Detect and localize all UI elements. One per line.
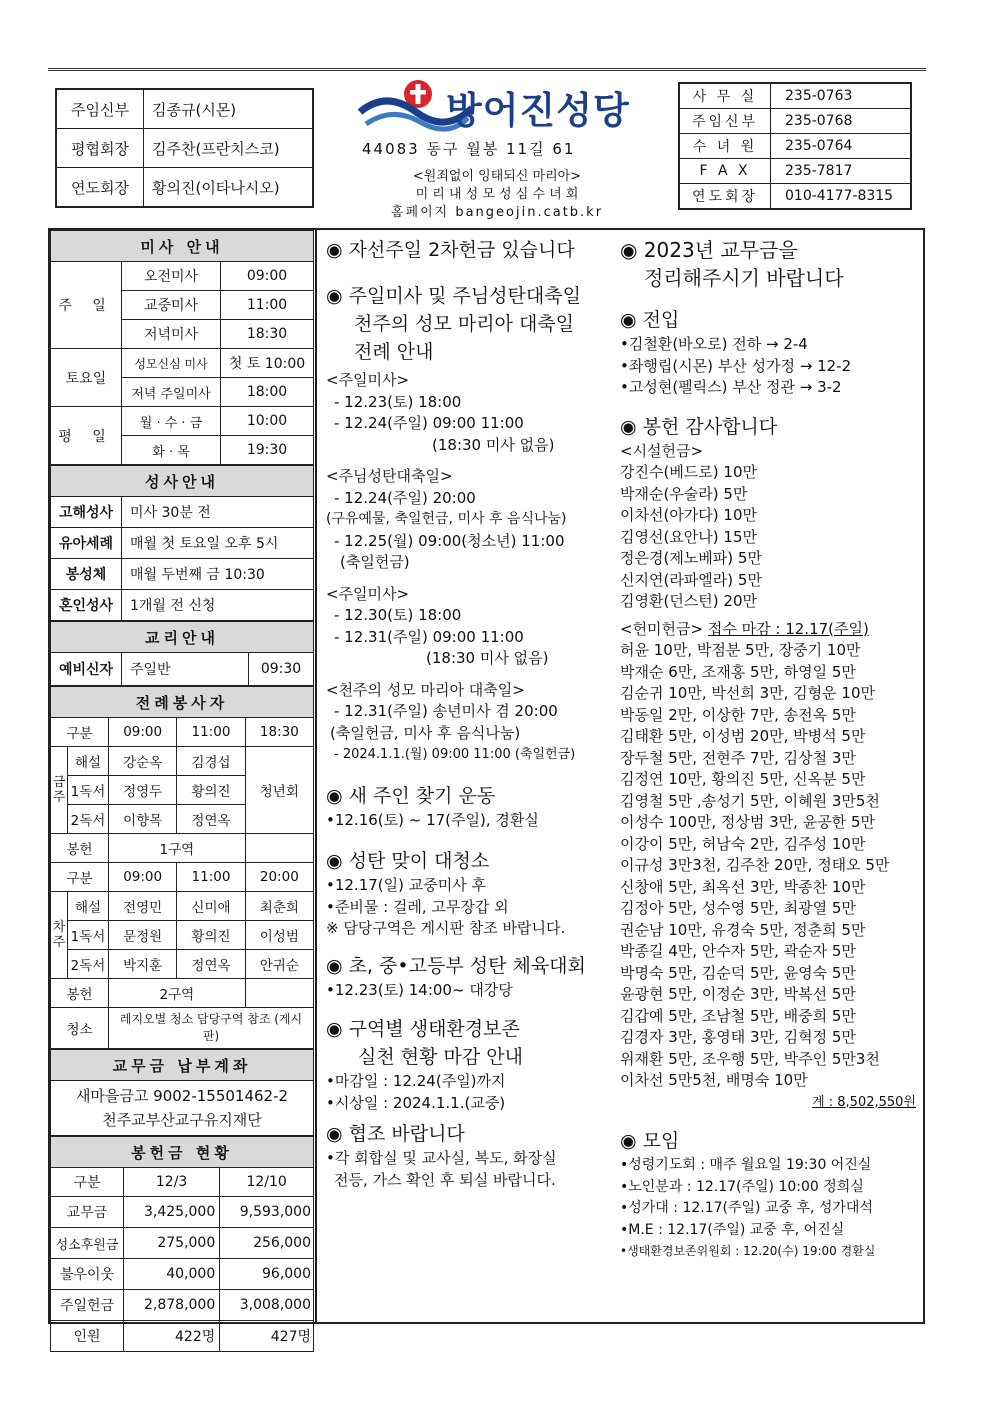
phone-table: [678, 82, 912, 210]
offering-value: 9,593,000: [220, 1197, 314, 1228]
server-name: 청년회: [245, 747, 313, 834]
server-name: 강순옥: [109, 747, 177, 776]
sacrament-name: 고해성사: [51, 497, 122, 528]
phone-number: 235-0768: [771, 109, 912, 134]
mass-name: 성모신심 미사: [122, 349, 221, 378]
section-title: 봉헌금 현황: [51, 1137, 314, 1168]
sacrament-name: 봉성체: [51, 559, 122, 590]
donation-item: 김태환 5만, 이성범 20만, 박병석 5만: [620, 727, 866, 745]
donation-item: 김정아 5만, 성수영 5만, 최광열 5만: [620, 899, 856, 917]
sacrament-info: 매월 두번째 금 10:30: [122, 559, 314, 590]
donation-item: 박재순(우술라) 5만: [620, 484, 748, 503]
section-title: 교리안내: [51, 622, 314, 653]
donation-item: 김갑예 5만, 조남철 5만, 배중희 5만: [620, 1006, 856, 1025]
donation-item: 김영선(요안나) 15만: [620, 527, 757, 546]
donation-item: 장두철 5만, 전현주 7만, 김상철 3만: [620, 748, 856, 767]
parish-address: 44083 동구 월봉 11길 61: [362, 140, 576, 158]
section-title: 전례봉사자: [51, 687, 314, 718]
catechism-table: [50, 621, 314, 686]
notice-line: - 12.30(토) 18:00: [334, 606, 462, 624]
middle-column: [326, 232, 616, 1191]
donation-item: 신창애 5만, 최옥선 3만, 박종찬 10만: [620, 877, 866, 896]
server-name: 전영민: [109, 892, 177, 921]
donation-item: 박종길 4만, 안수자 5만, 곽순자 5만: [620, 942, 856, 960]
notice-line: (18:30 미사 없음): [426, 649, 549, 667]
notice-line: (18:30 미사 없음): [432, 435, 555, 454]
mass-time: 09:00: [221, 262, 314, 291]
officer-name: 김주찬(프란치스코): [144, 129, 314, 168]
meeting-item: •노인분과 : 12.17(주일) 10:00 정희실: [620, 1178, 864, 1195]
notice-heading: 천주의 성모 마리아 대축일: [354, 313, 575, 335]
notice-line: - 12.24(주일) 20:00: [334, 488, 476, 507]
donation-item: 김영환(던스턴) 20만: [620, 592, 757, 610]
officer-name: 황의진(이타나시오): [144, 168, 314, 208]
donation-subheading: <헌미헌금>: [620, 619, 704, 638]
notice-heading: 실천 현황 마감 안내: [358, 1046, 523, 1068]
meeting-item: •성령기도회 : 매주 월요일 19:30 어진실: [620, 1157, 872, 1173]
donation-deadline: 접수 마감 : 12.17(주일): [707, 619, 869, 638]
officer-role: 연도회장: [56, 168, 144, 208]
server-name: 2구역: [109, 979, 246, 1008]
mass-time: 10:00: [221, 407, 314, 436]
offering-label: 불우이웃: [51, 1259, 124, 1290]
notice-line: •준비물 : 걸레, 고무장갑 외: [326, 897, 509, 916]
phone-label: 주임신부: [679, 109, 771, 134]
server-role: 봉헌: [51, 834, 109, 863]
notice-line: - 2024.1.1.(월) 09:00 11:00 (축일헌금): [334, 747, 576, 762]
servers-head: 11:00: [177, 863, 245, 892]
notice-line: •시상일 : 2024.1.1.(교중): [326, 1093, 506, 1112]
mass-day: 토요일: [51, 349, 122, 407]
week-side: [51, 892, 68, 979]
notice-line: (축일헌금): [340, 553, 410, 571]
cleaning-info: 레지오별 청소 담당구역 참조 (게시판): [109, 1008, 314, 1049]
section-title: 교무금 납부계좌: [51, 1050, 314, 1081]
server-role: 2독서: [68, 805, 109, 834]
notice-subheading: <주님성탄대축일>: [326, 467, 453, 485]
phone-number: 235-0763: [771, 83, 912, 109]
notice-line: - 12.25(월) 09:00(청소년) 11:00: [334, 531, 565, 550]
parish-name: 방어진성당: [446, 89, 630, 132]
notice-heading: 전례 안내: [354, 341, 434, 363]
column-divider: [315, 228, 317, 1324]
server-role: 1독서: [68, 776, 109, 805]
transfer-item: •좌행립(시몬) 부산 성가정 → 12-2: [620, 356, 852, 375]
mass-time: 18:00: [221, 378, 314, 407]
donation-item: 신지연(라파엘라) 5만: [620, 570, 762, 589]
offering-head: 구분: [51, 1168, 124, 1197]
mass-name: 저녁 주일미사: [122, 378, 221, 407]
notice-heading: ◉ 주일미사 및 주님성탄대축일: [326, 285, 581, 307]
notice-line: •마감일 : 12.24(주일)까지: [326, 1072, 506, 1090]
offering-table: [50, 1136, 314, 1352]
notice-heading: ◉ 초, 중•고등부 성탄 체육대회: [326, 954, 586, 977]
server-role: 봉헌: [51, 979, 109, 1008]
meeting-item: •M.E : 12.17(주일) 교중 후, 어진실: [620, 1221, 845, 1238]
week-side-label: 차주: [52, 920, 66, 950]
mass-table: [50, 230, 314, 465]
phone-number: 010-4177-8315: [771, 184, 912, 210]
phone-number: 235-7817: [771, 159, 912, 184]
donation-item: 강진수(베드로) 10만: [620, 463, 757, 481]
donation-item: 이규성 3만3천, 김주찬 20만, 정태오 5만: [620, 856, 890, 874]
sacrament-info: 1개월 전 신청: [122, 590, 314, 621]
donation-item: 위재환 5만, 조우행 5만, 박주인 5만3천: [620, 1049, 880, 1068]
mass-day: 평 일: [51, 407, 122, 465]
offering-value: 96,000: [220, 1259, 314, 1290]
notice-line: - 12.31(주일) 송년미사 겸 20:00: [334, 702, 558, 720]
server-name: 김경섭: [177, 747, 245, 776]
mass-time: 18:30: [221, 320, 314, 349]
motto-line: <원죄없이 잉태되신 마리아>: [412, 169, 582, 184]
section-title: 미사 안내: [51, 231, 314, 262]
donation-item: 김경자 3만, 홍영태 3만, 김혁정 5만: [620, 1028, 856, 1046]
transfer-item: •고성현(펠릭스) 부산 정관 → 3-2: [620, 378, 842, 396]
notice-heading: ◉ 구역별 생태환경보존: [326, 1018, 520, 1040]
donation-item: 정은경(제노베파) 5만: [620, 549, 762, 567]
notice-line: - 12.31(주일) 09:00 11:00: [334, 627, 524, 646]
meeting-item: •생태환경보존위원회 : 12.20(수) 19:00 경환실: [620, 1244, 876, 1258]
server-role: 1독서: [68, 921, 109, 950]
server-name: 안귀순: [245, 950, 313, 979]
offering-value: 427명: [220, 1321, 314, 1352]
server-role: 해설: [68, 892, 109, 921]
donation-item: 김영철 5만 ,송성기 5만, 이혜원 3만5천: [620, 791, 880, 810]
homepage-link[interactable]: 홈페이지 bangeojin.catb.kr: [390, 205, 604, 220]
servers-head: 20:00: [245, 863, 313, 892]
server-name: 황의진: [177, 776, 245, 805]
mass-day: 주 일: [51, 262, 122, 349]
officer-name: 김종규(시몬): [144, 89, 314, 129]
officer-role: 평협회장: [56, 129, 144, 168]
donation-item: 이차선(아가다) 10만: [620, 506, 757, 524]
donation-item: 이차선 5만5천, 배명숙 10만: [620, 1071, 808, 1089]
notice-line: (구유예물, 축일헌금, 미사 후 음식나눔): [326, 511, 567, 527]
notice-heading: ◉ 자선주일 2차헌금 있습니다: [326, 239, 575, 261]
server-role: 해설: [68, 747, 109, 776]
account-info: [51, 1081, 314, 1136]
mass-time: 19:30: [221, 436, 314, 465]
offering-value: 256,000: [220, 1228, 314, 1259]
notice-line: - 12.23(토) 18:00: [334, 392, 462, 411]
offering-label: 인원: [51, 1321, 124, 1352]
donation-item: 김정연 10만, 황의진 5만, 신옥분 5만: [620, 770, 866, 788]
notice-heading: ◉ 2023년 교무금을: [620, 238, 798, 262]
catechism-time: 09:30: [249, 653, 314, 686]
offering-label: 주일헌금: [51, 1290, 124, 1321]
server-name: 1구역: [109, 834, 246, 863]
server-name: 문정원: [109, 921, 177, 950]
mass-name: 오전미사: [122, 262, 221, 291]
notice-line: •12.16(토) ~ 17(주일), 경환실: [326, 810, 539, 829]
sacrament-info: 미사 30분 전: [122, 497, 314, 528]
sacrament-info: 매월 첫 토요일 오후 5시: [122, 528, 314, 559]
offering-head: 12/10: [220, 1168, 314, 1197]
server-name: 박지훈: [109, 950, 177, 979]
notice-subheading: <천주의 성모 마리아 대축일>: [326, 680, 525, 699]
sacrament-name: 혼인성사: [51, 590, 122, 621]
mass-name: 월 · 수 · 금: [122, 407, 221, 436]
parish-motto: [352, 168, 642, 222]
sacrament-name: 유아세례: [51, 528, 122, 559]
servers-head: 구분: [51, 863, 109, 892]
week-side-label: 금주: [52, 775, 66, 805]
meeting-item: •성가대 : 12.17(주일) 교중 후, 성가대석: [620, 1200, 873, 1216]
notice-line: (축일헌금, 미사 후 음식나눔): [330, 723, 521, 742]
catechism-label: 예비신자: [51, 653, 122, 686]
right-column: [620, 232, 916, 1263]
notice-line: •12.23(토) 14:00~ 대강당: [326, 980, 513, 999]
notice-subheading: <주일미사>: [326, 584, 410, 603]
left-column: [50, 230, 314, 1352]
servers-head: 구분: [51, 718, 109, 747]
donation-item: 박동일 2만, 이상한 7만, 송전옥 5만: [620, 705, 856, 724]
donation-total: 계 : 8,502,550원: [812, 1094, 916, 1110]
account-line: 새마을금고 9002-15501462-2: [75, 1087, 289, 1105]
server-name: 이성범: [245, 921, 313, 950]
donation-item: 이강이 5만, 허남숙 2만, 김주성 10만: [620, 834, 866, 853]
notice-heading: ◉ 봉헌 감사합니다: [620, 415, 778, 438]
transfer-item: •김철환(바오로) 전하 → 2-4: [620, 335, 808, 353]
server-name: 황의진: [177, 921, 245, 950]
week-side: [51, 747, 68, 834]
motto-line: 미 리 내 성 모 성 심 수 녀 회: [415, 187, 579, 202]
notice-heading: ◉ 새 주인 찾기 운동: [326, 784, 496, 807]
notice-line: •각 회합실 및 교사실, 복도, 화장실: [326, 1149, 557, 1167]
notice-line: ※ 담당구역은 게시판 참조 바랍니다.: [326, 919, 566, 937]
account-table: [50, 1049, 314, 1136]
notice-heading: ◉ 성탄 맞이 대청소: [326, 850, 490, 872]
section-title: 성사안내: [51, 466, 314, 497]
notice-heading: ◉ 전입: [620, 309, 680, 331]
donation-item: 박재순 6만, 조재홍 5만, 하영일 5만: [620, 662, 856, 681]
donation-item: 권순남 10만, 유경숙 5만, 정춘희 5만: [620, 920, 866, 939]
top-rule: [48, 68, 926, 71]
servers-head: 09:00: [109, 863, 177, 892]
account-line: 천주교부산교구유지재단: [102, 1111, 262, 1129]
mass-name: 화 · 목: [122, 436, 221, 465]
donation-item: 이성수 100만, 정상범 3만, 윤공한 5만: [620, 813, 875, 831]
donation-item: 박명숙 5만, 김순덕 5만, 윤영숙 5만: [620, 963, 856, 982]
servers-head: 09:00: [109, 718, 177, 747]
server-role: 2독서: [68, 950, 109, 979]
phone-label: 연도회장: [679, 184, 771, 210]
offering-label: 교무금: [51, 1197, 124, 1228]
catechism-value: 주일반: [122, 653, 249, 686]
notice-line: 전등, 가스 확인 후 퇴실 바랍니다.: [334, 1170, 556, 1189]
servers-table: [50, 686, 314, 1049]
offering-value: 275,000: [124, 1228, 220, 1259]
notice-subheading: <주일미사>: [326, 371, 410, 389]
mass-time: 11:00: [221, 291, 314, 320]
offering-value: 3,008,000: [220, 1290, 314, 1321]
server-name: 이향목: [109, 805, 177, 834]
offering-head: 12/3: [124, 1168, 220, 1197]
notice-heading: ◉ 모임: [620, 1130, 680, 1152]
servers-head: 18:30: [245, 718, 313, 747]
phone-number: 235-0764: [771, 134, 912, 159]
offering-value: 2,878,000: [124, 1290, 220, 1321]
donation-item: 윤광현 5만, 이정순 3만, 박복선 5만: [620, 985, 856, 1003]
offering-value: 40,000: [124, 1259, 220, 1290]
server-name: 정연옥: [177, 805, 245, 834]
mass-name: 저녁미사: [122, 320, 221, 349]
server-name: 정영두: [109, 776, 177, 805]
officer-table: [55, 88, 314, 208]
mass-time: 첫 토 10:00: [221, 349, 314, 378]
server-name: 신미애: [177, 892, 245, 921]
phone-label: 수 녀 원: [679, 134, 771, 159]
notice-heading: 정리해주시기 바랍니다: [644, 266, 844, 290]
donation-item: 김순귀 10만, 박선희 3만, 김형운 10만: [620, 684, 875, 702]
offering-value: 422명: [124, 1321, 220, 1352]
phone-label: 사 무 실: [679, 83, 771, 109]
servers-head: 11:00: [177, 718, 245, 747]
sacrament-table: [50, 465, 314, 621]
notice-heading: ◉ 협조 바랍니다: [326, 1123, 465, 1145]
donation-item: 허윤 10만, 박점분 5만, 장중기 10만: [620, 641, 861, 659]
cleaning-label: 청소: [51, 1008, 109, 1049]
server-name: 최춘희: [245, 892, 313, 921]
server-name: 정연옥: [177, 950, 245, 979]
notice-line: •12.17(일) 교중미사 후: [326, 876, 486, 894]
notice-line: - 12.24(주일) 09:00 11:00: [334, 414, 524, 432]
offering-value: 3,425,000: [124, 1197, 220, 1228]
phone-label: F A X: [679, 159, 771, 184]
officer-role: 주임신부: [56, 89, 144, 129]
mass-name: 교중미사: [122, 291, 221, 320]
donation-subheading: <시설헌금>: [620, 441, 704, 460]
offering-label: 성소후원금: [51, 1228, 124, 1259]
